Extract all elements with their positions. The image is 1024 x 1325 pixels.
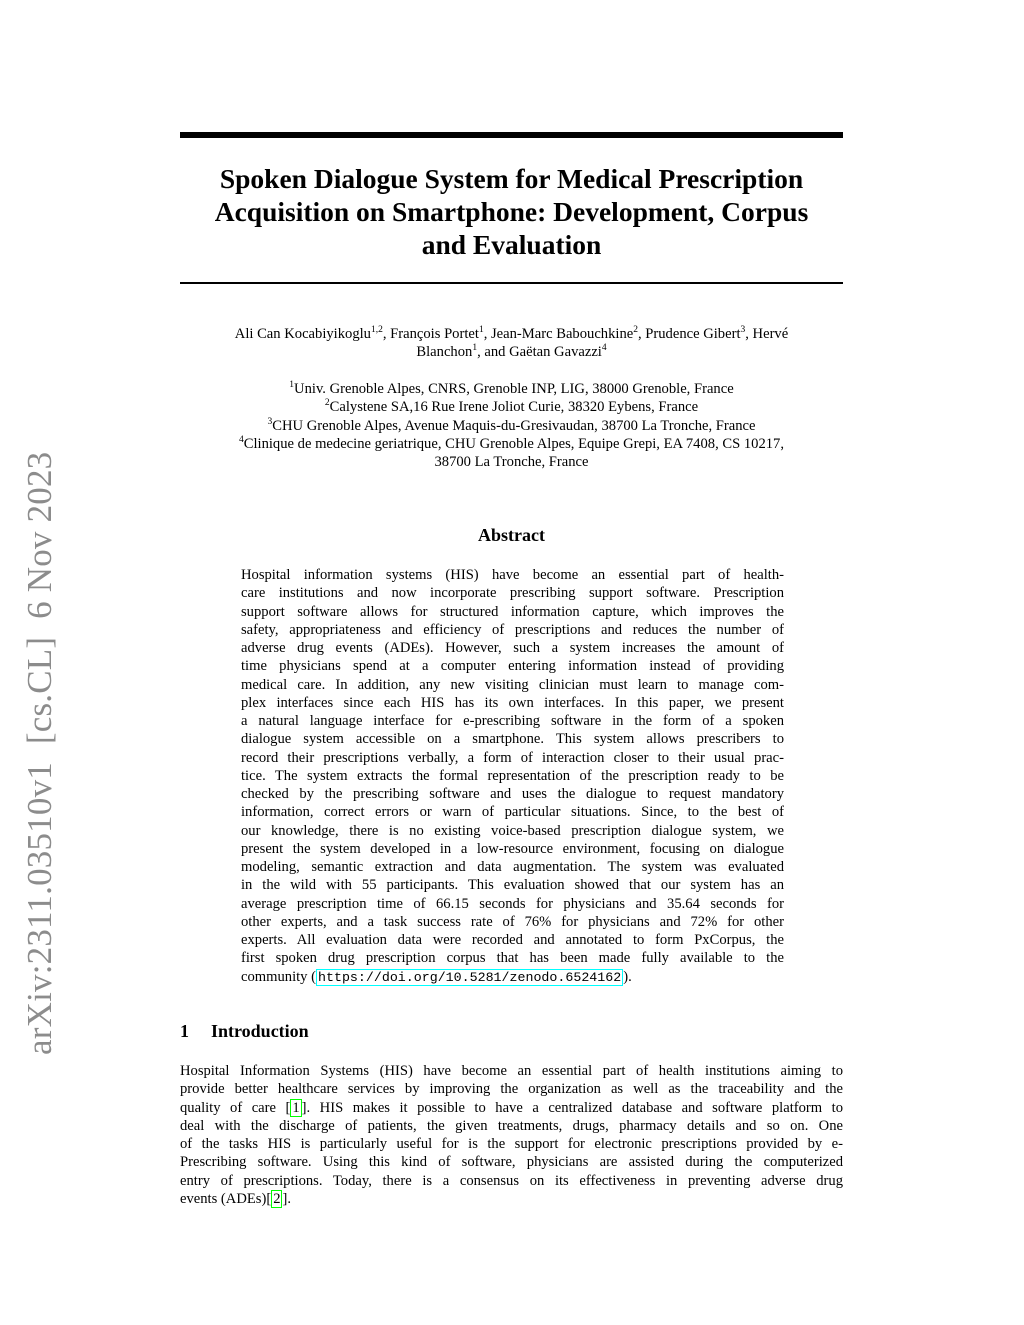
abstract-body [241, 566, 784, 986]
abstract-line: tice. The system extracts the formal representation of the prescription ready to be [241, 767, 784, 784]
intro-line: Prescribing software. Using this kind of software, physicians are assisted during the computerized [180, 1154, 843, 1171]
author-affil-sup: 1 [472, 343, 478, 353]
abstract-line: adverse drug events (ADEs). However, such a system increases the amount of [241, 640, 784, 656]
title-top-rule [180, 132, 843, 138]
abstract-line: average prescription time of 66.15 seconds for physicians and 35.64 seconds for [241, 895, 784, 912]
author-name: , François Portet [382, 326, 479, 342]
affiliation-text: Univ. Grenoble Alpes, CNRS, Grenoble INP, LIG, 38000 Grenoble, France [294, 381, 734, 397]
abstract-line: first spoken drug prescription corpus that has been made fully available to the [241, 950, 784, 967]
intro-line: provide better healthcare services by improving the organization as well as the traceability and the [180, 1081, 843, 1098]
abstract-text: community ( [241, 968, 316, 985]
abstract-line [241, 968, 784, 986]
introduction-body [180, 1062, 843, 1208]
abstract-line: present the system developed in a low-resource environment, focusing on dialogue [241, 840, 784, 857]
abstract-line: modeling, semantic extraction and data augmentation. The system was evaluated [241, 859, 784, 875]
abstract-line: in the wild with 55 participants. This evaluation showed that our system has an [241, 877, 784, 894]
affiliation-line [180, 453, 843, 471]
intro-text: events (ADEs)[ [180, 1190, 272, 1207]
intro-line: deal with the discharge of patients, the given treatments, drugs, pharmacy details and so on. One [180, 1117, 843, 1134]
citation-link[interactable]: 1 [292, 1099, 300, 1116]
affiliation-line [180, 380, 843, 398]
author-name: Blanchon [416, 344, 473, 360]
abstract-heading: Abstract [478, 525, 545, 545]
intro-line: of the tasks HIS is particularly useful for is the support for electronic prescriptions provided by e- [180, 1136, 843, 1152]
author-affil-sup: 3 [740, 325, 746, 335]
section-title: Introduction [211, 1021, 309, 1041]
title-line: Spoken Dialogue System for Medical Prescription [219, 163, 804, 194]
author-line [180, 343, 843, 361]
abstract-line: a natural language interface for e-prescribing software in the form of a spoken [241, 713, 784, 729]
abstract-line: information, correct errors or warn of particular situations. Since, to the best of [241, 804, 784, 821]
intro-text: ]. HIS makes it possible to have a centralized database and software platform to [301, 1099, 843, 1116]
intro-line [180, 1190, 843, 1208]
title-line: Acquisition on Smartphone: Development, Corpus [214, 196, 809, 227]
intro-text: quality of care [ [180, 1099, 291, 1116]
affiliation-text: 38700 La Tronche, France [434, 454, 589, 471]
arxiv-identifier-stamp: arXiv:2311.03510v1 [cs.CL] 6 Nov 2023 [20, 451, 59, 1055]
author-name: , and Gaëtan Gavazzi [477, 344, 602, 360]
section-number: 1 [180, 1021, 189, 1041]
author-name: Ali Can Kocabiyikoglu [234, 326, 371, 342]
affiliation-sup: 4 [238, 434, 244, 445]
author-affil-sup: 4 [601, 343, 607, 353]
affiliation-sup: 1 [289, 380, 295, 390]
abstract-line: checked by the prescribing software and uses the dialogue to request mandatory [241, 786, 784, 802]
abstract-line: time physicians spend at a computer entering information instead of providing [241, 658, 784, 675]
abstract-line: care institutions and now incorporate prescribing support software. Prescription [241, 585, 784, 602]
intro-line [180, 1099, 843, 1117]
affiliation-sup: 3 [267, 416, 273, 427]
citation-link[interactable]: 2 [273, 1190, 281, 1207]
abstract-line: dialogue system accessible on a smartphone. This system allows prescribers to [241, 731, 784, 748]
abstract-line: plex interfaces since each HIS has its own interfaces. In this paper, we present [241, 694, 784, 711]
author-name: , Prudence Gibert [637, 326, 741, 342]
affiliation-sup: 2 [324, 398, 330, 409]
abstract-line: our knowledge, there is no existing voice-based prescription dialogue system, we [241, 822, 784, 839]
title-line: and Evaluation [421, 229, 602, 260]
intro-line: entry of prescriptions. Today, there is a consensus on its effectiveness in preventing adverse drug [180, 1172, 843, 1189]
abstract-line: safety, appropriateness and efficiency of prescriptions and reduces the number of [241, 621, 784, 638]
affiliation-text: Clinique de medecine geriatrique, CHU Grenoble Alpes, Equipe Grepi, EA 7408, CS 10217, [243, 435, 785, 452]
affiliation-list [180, 380, 843, 471]
author-list [180, 325, 843, 361]
affiliation-text: Calystene SA,16 Rue Irene Joliot Curie, 38320 Eybens, France [329, 399, 699, 416]
affiliation-line [180, 398, 843, 416]
zenodo-link[interactable]: https://doi.org/10.5281/zenodo.6524162 [318, 969, 622, 985]
author-affil-sup: 2 [633, 325, 638, 335]
affiliation-line [180, 435, 843, 453]
abstract-line: medical care. In addition, any new visiting clinician must learn to manage com- [241, 676, 784, 693]
abstract-line: record their prescriptions verbally, a form of interaction closer to their usual prac- [241, 749, 784, 766]
intro-text: ]. [282, 1190, 291, 1207]
abstract-text: ). [623, 968, 632, 985]
abstract-line: support software allows for structured information capture, which improves the [241, 603, 784, 620]
paper-title [180, 162, 843, 261]
section-heading-introduction [180, 1020, 309, 1042]
abstract-line: other experts, and a task success rate of 76% for physicians and 72% for other [241, 913, 784, 930]
author-affil-sup: 1,2 [370, 325, 383, 335]
author-name: , Jean-Marc Babouchkine [483, 326, 634, 342]
intro-line: Hospital Information Systems (HIS) have become an essential part of health institutions aiming to [180, 1063, 843, 1079]
abstract-line: Hospital information systems (HIS) have become an essential part of health- [241, 567, 784, 583]
title-bottom-rule [180, 282, 843, 284]
affiliation-text: CHU Grenoble Alpes, Avenue Maquis-du-Gresivaudan, 38700 La Tronche, France [272, 417, 756, 434]
affiliation-line [180, 417, 843, 435]
author-line [180, 325, 843, 343]
abstract-line: experts. All evaluation data were recorded and annotated to form PxCorpus, the [241, 932, 784, 948]
author-affil-sup: 1 [478, 325, 484, 335]
author-name: , Hervé [745, 326, 789, 342]
